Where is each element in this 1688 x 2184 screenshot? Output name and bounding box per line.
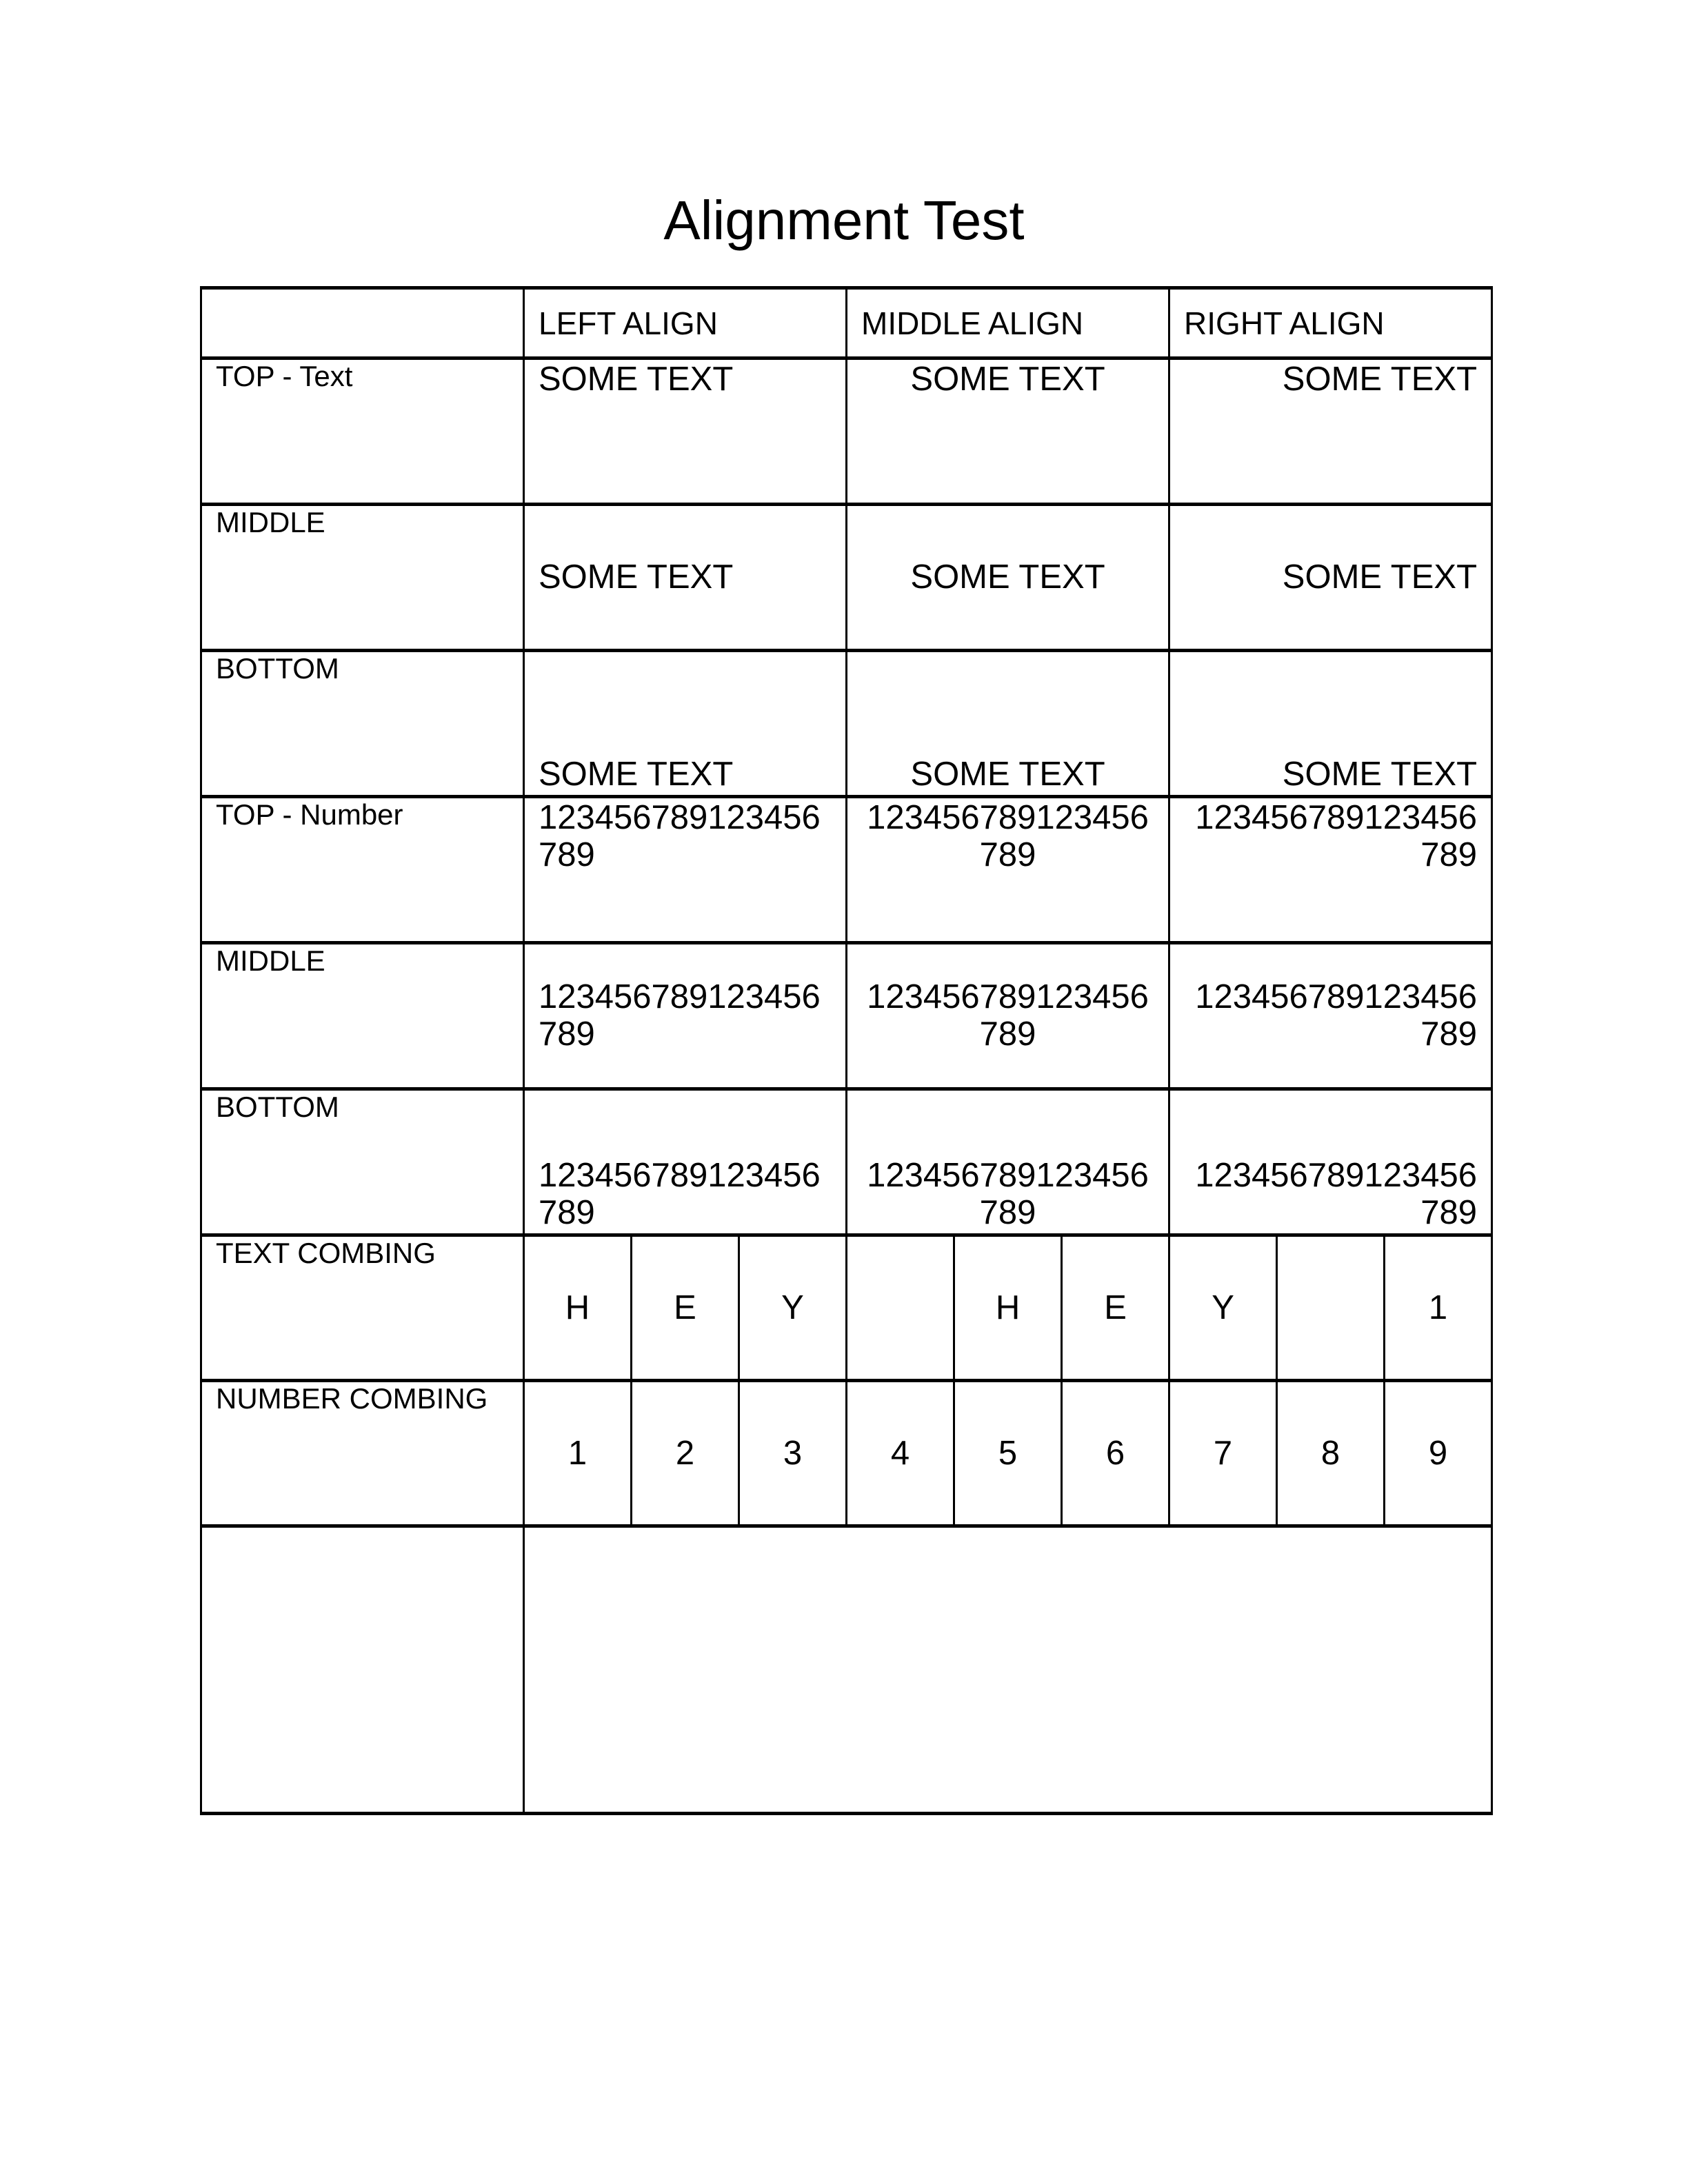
text-comb-cell-4 xyxy=(847,1235,954,1381)
number-comb-cell-7: 7 xyxy=(1169,1381,1277,1526)
number-comb-cell-3: 3 xyxy=(739,1381,847,1526)
row-label-text-combing: TEXT COMBING xyxy=(201,1235,524,1381)
row-middle-text xyxy=(201,505,1492,651)
row-label-top-text: TOP - Text xyxy=(201,358,524,505)
header-right-align: RIGHT ALIGN xyxy=(1169,288,1492,358)
cell-number-middle-middle: 123456789123456789 xyxy=(847,943,1169,1089)
cell-text-bottom-left: SOME TEXT xyxy=(524,651,847,797)
cell-number-middle-right: 123456789123456789 xyxy=(1169,943,1492,1089)
cell-text-top-middle: SOME TEXT xyxy=(847,358,1169,505)
number-comb-cell-8: 8 xyxy=(1277,1381,1385,1526)
cell-number-middle-left: 123456789123456789 xyxy=(524,943,847,1089)
row-label-number-combing: NUMBER COMBING xyxy=(201,1381,524,1526)
row-bottom-number xyxy=(201,1089,1492,1235)
cell-text-top-left: SOME TEXT xyxy=(524,358,847,505)
empty-row-label-cell xyxy=(201,1526,524,1814)
header-corner-cell xyxy=(201,288,524,358)
page-title: Alignment Test xyxy=(663,190,1025,251)
number-comb-cell-6: 6 xyxy=(1062,1381,1169,1526)
cell-number-bottom-middle: 123456789123456789 xyxy=(847,1089,1169,1235)
number-comb-cell-2: 2 xyxy=(632,1381,739,1526)
number-comb-cell-1: 1 xyxy=(524,1381,632,1526)
cell-text-middle-right: SOME TEXT xyxy=(1169,505,1492,651)
text-comb-cell-7: Y xyxy=(1169,1235,1277,1381)
row-label-bottom-text: BOTTOM xyxy=(201,651,524,797)
row-middle-number xyxy=(201,943,1492,1089)
row-top-number xyxy=(201,797,1492,943)
text-comb-cell-2: E xyxy=(632,1235,739,1381)
row-label-top-number: TOP - Number xyxy=(201,797,524,943)
text-comb-cell-5: H xyxy=(954,1235,1062,1381)
row-label-middle-number: MIDDLE xyxy=(201,943,524,1089)
empty-merged-cell xyxy=(524,1526,1492,1814)
cell-text-middle-middle: SOME TEXT xyxy=(847,505,1169,651)
row-text-combing xyxy=(201,1235,1492,1381)
header-middle-align: MIDDLE ALIGN xyxy=(847,288,1169,358)
text-comb-cell-1: H xyxy=(524,1235,632,1381)
table-header-row xyxy=(201,288,1492,358)
cell-number-top-left: 123456789123456789 xyxy=(524,797,847,943)
row-bottom-text xyxy=(201,651,1492,797)
cell-number-top-middle: 123456789123456789 xyxy=(847,797,1169,943)
cell-number-bottom-right: 123456789123456789 xyxy=(1169,1089,1492,1235)
cell-text-middle-left: SOME TEXT xyxy=(524,505,847,651)
number-comb-cell-4: 4 xyxy=(847,1381,954,1526)
number-comb-cell-9: 9 xyxy=(1385,1381,1492,1526)
cell-text-bottom-middle: SOME TEXT xyxy=(847,651,1169,797)
text-comb-cell-3: Y xyxy=(739,1235,847,1381)
text-comb-cell-9: 1 xyxy=(1385,1235,1492,1381)
cell-number-top-right: 123456789123456789 xyxy=(1169,797,1492,943)
row-label-middle-text: MIDDLE xyxy=(201,505,524,651)
cell-text-top-right: SOME TEXT xyxy=(1169,358,1492,505)
row-label-bottom-number: BOTTOM xyxy=(201,1089,524,1235)
row-top-text xyxy=(201,358,1492,505)
number-comb-cell-5: 5 xyxy=(954,1381,1062,1526)
row-empty xyxy=(201,1526,1492,1814)
cell-number-bottom-left: 123456789123456789 xyxy=(524,1089,847,1235)
text-comb-cell-8 xyxy=(1277,1235,1385,1381)
cell-text-bottom-right: SOME TEXT xyxy=(1169,651,1492,797)
header-left-align: LEFT ALIGN xyxy=(524,288,847,358)
text-comb-cell-6: E xyxy=(1062,1235,1169,1381)
row-number-combing xyxy=(201,1381,1492,1526)
alignment-table xyxy=(200,286,1493,1815)
